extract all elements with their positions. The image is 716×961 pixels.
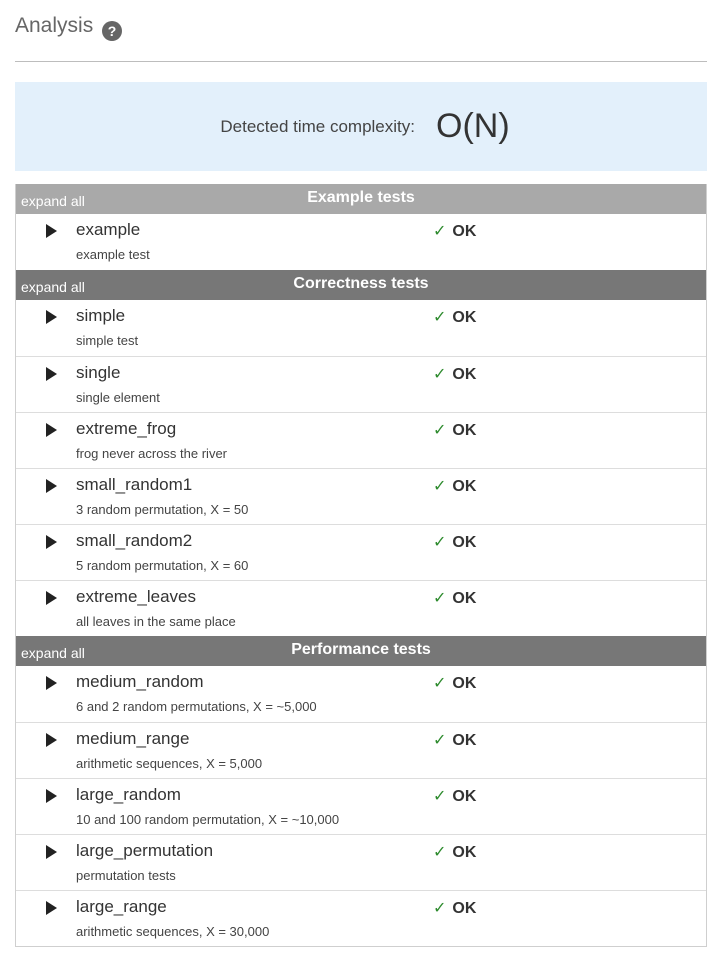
status-text: OK: [452, 309, 477, 326]
test-row-small-random2[interactable]: [16, 524, 706, 580]
test-results-table: [15, 184, 707, 947]
test-description: permutation tests: [76, 868, 176, 883]
check-icon: ✓: [433, 307, 447, 326]
test-status: [433, 476, 476, 496]
expand-triangle-icon[interactable]: [46, 591, 57, 605]
expand-triangle-icon[interactable]: [46, 733, 57, 747]
test-row-single[interactable]: [16, 356, 706, 412]
expand-triangle-icon[interactable]: [46, 535, 57, 549]
test-status: [433, 221, 476, 241]
status-text: OK: [452, 422, 477, 439]
test-name: simple: [76, 306, 126, 325]
analysis-header: [15, 12, 707, 62]
expand-all-correctness-link[interactable]: expand all: [21, 279, 85, 295]
status-text: OK: [452, 478, 477, 495]
test-description: arithmetic sequences, X = 5,000: [76, 756, 263, 771]
test-name: large_permutation: [76, 841, 214, 860]
expand-triangle-icon[interactable]: [46, 789, 57, 803]
test-description: single element: [76, 390, 160, 405]
complexity-label: Detected time complexity:: [220, 117, 415, 136]
test-row-simple[interactable]: [16, 300, 706, 356]
test-row-medium-range[interactable]: [16, 722, 706, 778]
status-text: OK: [452, 223, 477, 240]
group-title: Correctness tests: [293, 275, 429, 292]
performance-tests-header: [16, 636, 706, 666]
test-description: arithmetic sequences, X = 30,000: [76, 924, 270, 939]
test-name: small_random1: [76, 475, 193, 494]
test-status: [433, 420, 476, 440]
check-icon: ✓: [433, 786, 447, 805]
test-name: example: [76, 220, 141, 239]
test-name: medium_range: [76, 729, 190, 748]
expand-triangle-icon[interactable]: [46, 901, 57, 915]
status-text: OK: [452, 844, 477, 861]
expand-triangle-icon[interactable]: [46, 479, 57, 493]
test-row-small-random1[interactable]: [16, 468, 706, 524]
page-title: Analysis: [15, 14, 94, 37]
test-row-extreme-frog[interactable]: [16, 412, 706, 468]
test-status: [433, 673, 476, 693]
check-icon: ✓: [433, 898, 447, 917]
expand-triangle-icon[interactable]: [46, 310, 57, 324]
check-icon: ✓: [433, 730, 447, 749]
test-status: [433, 364, 476, 384]
test-status: [433, 842, 476, 862]
test-description: 6 and 2 random permutations, X = ~5,000: [76, 699, 317, 714]
check-icon: ✓: [433, 364, 447, 383]
test-status: [433, 588, 476, 608]
test-name: small_random2: [76, 531, 193, 550]
test-description: frog never across the river: [76, 446, 228, 461]
test-row-large-permutation[interactable]: [16, 834, 706, 890]
test-description: example test: [76, 247, 150, 262]
complexity-panel: [15, 82, 707, 171]
check-icon: ✓: [433, 476, 447, 495]
test-status: [433, 898, 476, 918]
check-icon: ✓: [433, 532, 447, 551]
check-icon: ✓: [433, 673, 447, 692]
test-row-example[interactable]: [16, 214, 706, 270]
example-tests-header: [16, 184, 706, 214]
test-status: [433, 786, 476, 806]
test-description: 10 and 100 random permutation, X = ~10,000: [76, 812, 340, 827]
status-text: OK: [452, 675, 477, 692]
expand-triangle-icon[interactable]: [46, 367, 57, 381]
complexity-value: O(N): [436, 107, 510, 145]
status-text: OK: [452, 590, 477, 607]
correctness-tests-header: [16, 270, 706, 300]
expand-triangle-icon[interactable]: [46, 423, 57, 437]
status-text: OK: [452, 732, 477, 749]
test-row-medium-random[interactable]: [16, 666, 706, 722]
test-name: extreme_frog: [76, 419, 177, 438]
test-row-extreme-leaves[interactable]: [16, 580, 706, 636]
check-icon: ✓: [433, 420, 447, 439]
status-text: OK: [452, 788, 477, 805]
test-name: large_random: [76, 785, 181, 804]
test-name: single: [76, 363, 121, 382]
expand-triangle-icon[interactable]: [46, 676, 57, 690]
test-status: [433, 730, 476, 750]
test-description: all leaves in the same place: [76, 614, 236, 629]
test-description: 3 random permutation, X = 50: [76, 502, 249, 517]
group-title: Performance tests: [291, 641, 431, 658]
test-description: 5 random permutation, X = 60: [76, 558, 249, 573]
expand-triangle-icon[interactable]: [46, 224, 57, 238]
expand-triangle-icon[interactable]: [46, 845, 57, 859]
status-text: OK: [452, 534, 477, 551]
test-row-large-random[interactable]: [16, 778, 706, 834]
check-icon: ✓: [433, 221, 447, 240]
check-icon: ✓: [433, 588, 447, 607]
status-text: OK: [452, 366, 477, 383]
check-icon: ✓: [433, 842, 447, 861]
test-row-large-range[interactable]: [16, 890, 706, 946]
test-status: [433, 532, 476, 552]
test-name: extreme_leaves: [76, 587, 197, 606]
test-status: [433, 307, 476, 327]
group-title: Example tests: [307, 189, 415, 206]
expand-all-performance-link[interactable]: expand all: [21, 645, 85, 661]
expand-all-example-link[interactable]: expand all: [21, 193, 85, 209]
status-text: OK: [452, 900, 477, 917]
help-icon[interactable]: ?: [102, 21, 122, 41]
test-description: simple test: [76, 333, 139, 348]
test-name: medium_random: [76, 672, 204, 691]
test-name: large_range: [76, 897, 167, 916]
